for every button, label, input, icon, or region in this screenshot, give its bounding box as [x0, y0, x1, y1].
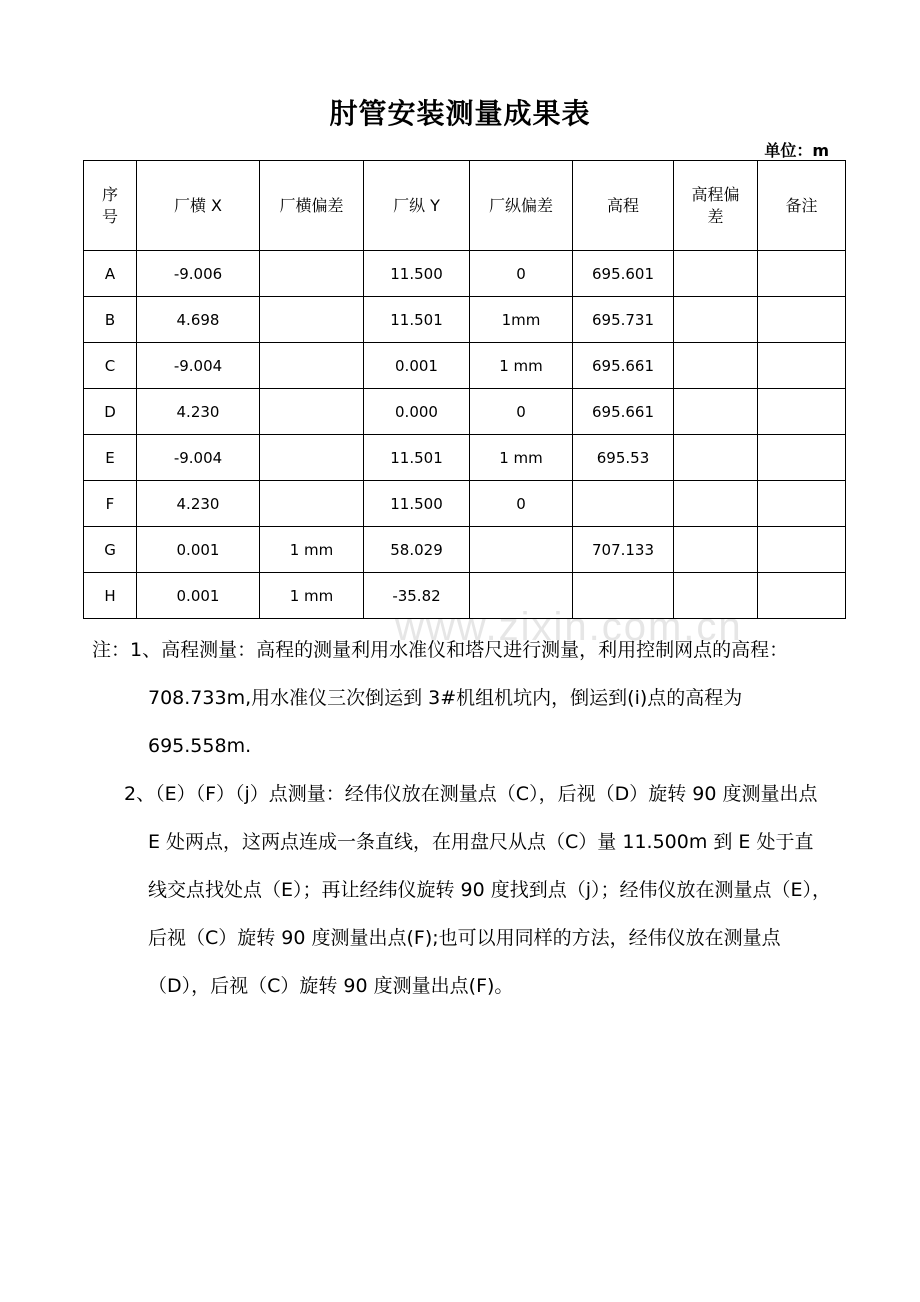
table-cell [674, 297, 758, 343]
table-cell [674, 389, 758, 435]
page-title: 肘管安装测量成果表 [329, 97, 591, 130]
table-cell [758, 389, 846, 435]
header-y: 厂纵 Y [364, 161, 470, 251]
table-cell: 1 mm [260, 573, 364, 619]
table-cell [573, 481, 674, 527]
table-cell [674, 343, 758, 389]
table-cell: 695.601 [573, 251, 674, 297]
table-cell: 695.731 [573, 297, 674, 343]
table-row [84, 343, 846, 389]
table-row [84, 389, 846, 435]
table-header-row [84, 161, 846, 251]
table-cell [470, 573, 573, 619]
table-cell: 1 mm [260, 527, 364, 573]
table-cell: 4.230 [137, 389, 260, 435]
table-cell: 0.000 [364, 389, 470, 435]
table-row [84, 573, 846, 619]
table-cell: A [84, 251, 137, 297]
table-cell [674, 251, 758, 297]
unit-label: 单位：m [764, 141, 829, 160]
table-cell: 11.500 [364, 481, 470, 527]
table-cell: 1 mm [470, 343, 573, 389]
header-x: 厂横 X [137, 161, 260, 251]
table-cell [260, 435, 364, 481]
table-cell: 11.501 [364, 297, 470, 343]
table-cell: 0.001 [137, 573, 260, 619]
table-cell: 695.661 [573, 389, 674, 435]
notes [92, 626, 832, 1010]
table-cell [758, 573, 846, 619]
table-row [84, 527, 846, 573]
header-index: 序号 [84, 161, 137, 251]
table-cell: -9.004 [137, 343, 260, 389]
header-x-deviation: 厂横偏差 [260, 161, 364, 251]
table-cell [758, 297, 846, 343]
table-cell: 695.661 [573, 343, 674, 389]
table-cell: 11.501 [364, 435, 470, 481]
table-cell: 0 [470, 481, 573, 527]
table-cell: 11.500 [364, 251, 470, 297]
table-cell: -9.006 [137, 251, 260, 297]
table-cell: -9.004 [137, 435, 260, 481]
table-cell: H [84, 573, 137, 619]
table-cell [260, 297, 364, 343]
table-cell [674, 527, 758, 573]
table-cell [260, 343, 364, 389]
table-cell [260, 389, 364, 435]
table-cell: 0.001 [137, 527, 260, 573]
table-cell: 707.133 [573, 527, 674, 573]
table-row [84, 481, 846, 527]
table-cell [573, 573, 674, 619]
table-cell: F [84, 481, 137, 527]
table-cell: 0 [470, 389, 573, 435]
table-cell [758, 527, 846, 573]
table-cell: 4.698 [137, 297, 260, 343]
note-1: 注：1、高程测量：高程的测量利用水准仪和塔尺进行测量，利用控制网点的高程：708.733m,用水准仪三次倒运到 3#机组机坑内，倒运到(i)点的高程为695.558m. [92, 639, 789, 757]
table-cell [758, 251, 846, 297]
table-cell [260, 481, 364, 527]
table-cell: B [84, 297, 137, 343]
table-cell: 1 mm [470, 435, 573, 481]
table-cell: 0 [470, 251, 573, 297]
header-elevation: 高程 [573, 161, 674, 251]
table-cell [674, 573, 758, 619]
table-cell [758, 435, 846, 481]
table-cell: C [84, 343, 137, 389]
table-cell [674, 435, 758, 481]
table-cell [260, 251, 364, 297]
table-cell [758, 481, 846, 527]
header-y-deviation: 厂纵偏差 [470, 161, 573, 251]
watermark: www.zixin.com.cn [395, 605, 743, 649]
measurement-table [83, 160, 846, 619]
header-remarks: 备注 [758, 161, 846, 251]
table-cell: D [84, 389, 137, 435]
table-cell [674, 481, 758, 527]
table-cell [758, 343, 846, 389]
header-elevation-deviation: 高程偏差 [674, 161, 758, 251]
table-cell: 1mm [470, 297, 573, 343]
table-row [84, 251, 846, 297]
table-cell: 0.001 [364, 343, 470, 389]
table-cell: 58.029 [364, 527, 470, 573]
table-cell: -35.82 [364, 573, 470, 619]
table-row [84, 435, 846, 481]
note-2: 2、（E）（F）（j）点测量：经伟仪放在测量点（C），后视（D）旋转 90 度测量出点 E 处两点，这两点连成一条直线，在用盘尺从点（C）量 11.500m 到 E 处于直线交点找处点（E）；再让经纬仪旋转 90 度找到点（j）；经伟仪放在测量点（E），后视（C）旋转 90 度测量出点(F);也可以用同样的方法，经伟仪放在测量点（D），后视（C）旋转 90 度测量出点(F)。 [124, 783, 832, 997]
table-row [84, 297, 846, 343]
table-cell: E [84, 435, 137, 481]
table-cell: G [84, 527, 137, 573]
table-cell: 695.53 [573, 435, 674, 481]
table-cell [470, 527, 573, 573]
table-cell: 4.230 [137, 481, 260, 527]
